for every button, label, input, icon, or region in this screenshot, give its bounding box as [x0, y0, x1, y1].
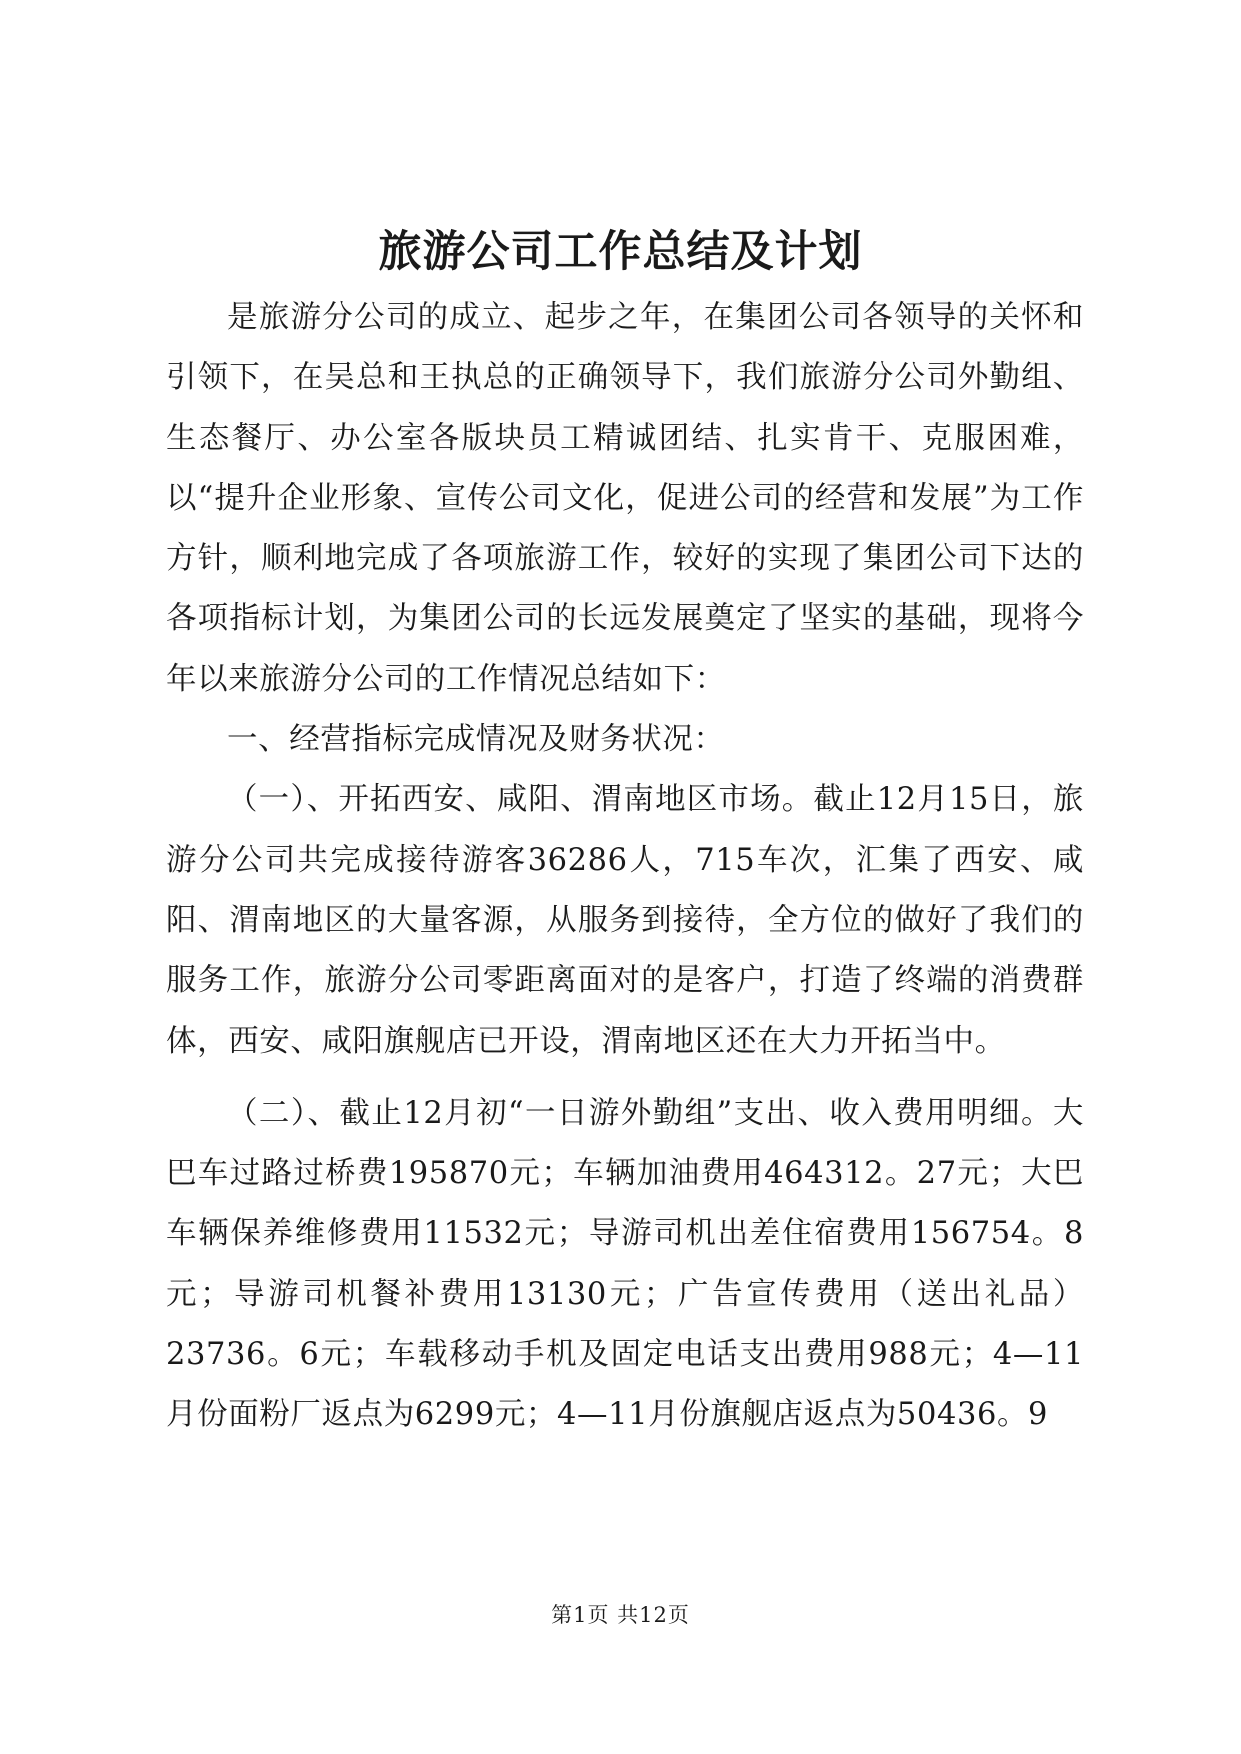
subsection-paragraph-1: （一）、开拓西安、咸阳、渭南地区市场。截止12月15日，旅游分公司共完成接待游客36286人，715车次，汇集了西安、咸阳、渭南地区的大量客源，从服务到接待，全方位的做好了我们的服务工作，旅游分公司零距离面对的是客户，打造了终端的消费群体，西安、咸阳旗舰店已开设，渭南地区还在大力开拓当中。 — [166, 782, 1084, 1059]
intro-paragraph: 是旅游分公司的成立、起步之年，在集团公司各领导的关怀和引领下，在吴总和王执总的正确领导下，我们旅游分公司外勤组、生态餐厅、办公室各版块员工精诚团结、扎实肯干、克服困难，以“提升企业形象、宣传公司文化，促进公司的经营和发展”为工作方针，顺利地完成了各项旅游工作，较好的实现了集团公司下达的各项指标计划，为集团公司的长远发展奠定了坚实的基础，现将今年以来旅游分公司的工作情况总结如下： — [166, 300, 1084, 697]
section-heading-1: 一、经营指标完成情况及财务状况： — [227, 722, 725, 758]
page-number-footer: 第1页 共12页 — [551, 1603, 690, 1627]
document-title: 旅游公司工作总结及计划 — [378, 227, 863, 277]
subsection-paragraph-2: （二）、截止12月初“一日游外勤组”支出、收入费用明细。大巴车过路过桥费195870元；车辆加油费用464312。27元；大巴车辆保养维修费用11532元；导游司机出差住宿费用156754。8元；导游司机餐补费用13130元；广告宣传费用（送出礼品）23736。6元；车载移动手机及固定电话支出费用988元；4—11月份面粉厂返点为6299元；4—11月份旗舰店返点为50436。9 — [166, 1095, 1084, 1433]
document-body — [166, 288, 1084, 1446]
